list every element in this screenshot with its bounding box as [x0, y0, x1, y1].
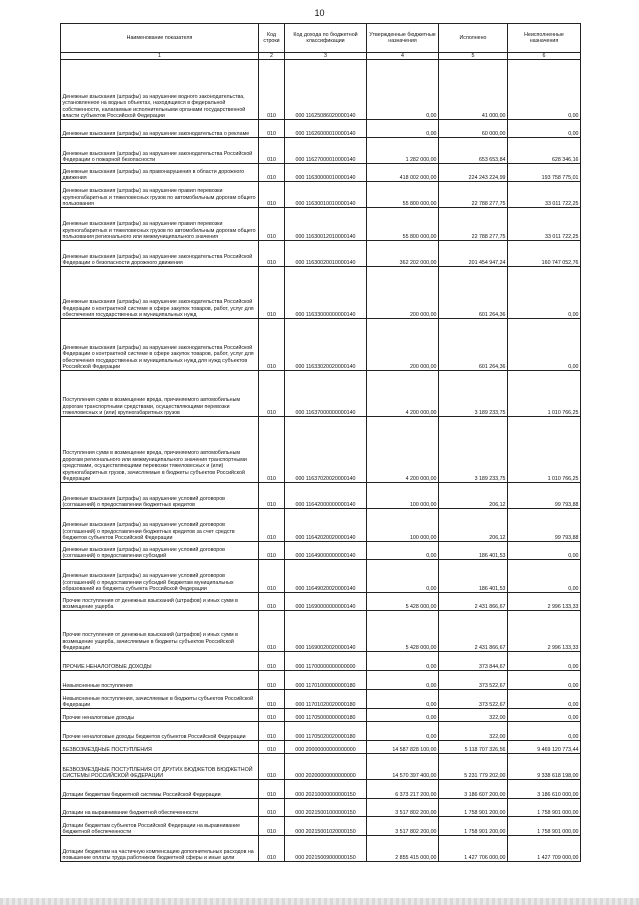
row-line: 010 [259, 241, 285, 267]
table-row [61, 60, 581, 120]
row-executed: 322,00 [439, 709, 508, 722]
row-code: 000 20000000000000000 [285, 741, 367, 754]
row-name: Денежные взыскания (штрафы) за нарушение законодательства Российской Федерации о контрактной системе в сфере закупок товаров, работ, услуг для обеспечения государственных и муниципальных нужд для нужд субъектов Российской Федерации [61, 319, 259, 371]
row-line: 010 [259, 138, 285, 164]
row-name: Поступления сумм в возмещение вреда, причиняемого автомобильным дорогам регионального или межмуниципального значения транспортными средствами, осуществляющими перевозки тяжеловесных и (или) крупногабаритных грузов, зачисляемые в бюджеты субъектов Российской Федерации [61, 417, 259, 483]
row-line: 010 [259, 652, 285, 671]
row-approved: 0,00 [367, 671, 439, 690]
row-unexecuted: 99 793,88 [508, 509, 581, 542]
row-executed: 601 264,36 [439, 267, 508, 319]
row-approved: 14 587 828 100,00 [367, 741, 439, 754]
row-name: Поступления сумм в возмещение вреда, причиняемого автомобильным дорогам транспортными средствами, осуществляющими перевозки тяжеловесных и (или) крупногабаритных грузов [61, 371, 259, 417]
table-row [61, 241, 581, 267]
row-approved: 0,00 [367, 652, 439, 671]
row-line: 010 [259, 60, 285, 120]
row-code: 000 11630020010000140 [285, 241, 367, 267]
row-executed: 373 522,67 [439, 671, 508, 690]
row-line: 010 [259, 690, 285, 709]
table-row [61, 611, 581, 652]
row-approved: 2 855 415 000,00 [367, 836, 439, 862]
row-code: 000 11690020020000140 [285, 611, 367, 652]
row-name: Прочие неналоговые доходы [61, 709, 259, 722]
row-unexecuted: 2 996 133,33 [508, 611, 581, 652]
table-row [61, 371, 581, 417]
row-code: 000 20215001000000150 [285, 799, 367, 817]
table-row [61, 690, 581, 709]
row-code: 000 20200000000000000 [285, 754, 367, 780]
header-approved: Утвержденные бюджетные назначения [367, 24, 439, 53]
row-unexecuted: 0,00 [508, 690, 581, 709]
row-name: Прочие неналоговые доходы бюджетов субъектов Российской Федерации [61, 722, 259, 741]
row-name: Денежные взыскания (штрафы) за нарушение законодательства Российской Федерации о пожарной безопасности [61, 138, 259, 164]
row-unexecuted: 0,00 [508, 267, 581, 319]
row-approved: 100 000,00 [367, 509, 439, 542]
row-line: 010 [259, 371, 285, 417]
row-approved: 0,00 [367, 560, 439, 593]
row-name: Прочие поступления от денежных взысканий (штрафов) и иных сумм в возмещение ущерба, зачисляемые в бюджеты субъектов Российской Федерации [61, 611, 259, 652]
row-code: 000 11701000000000180 [285, 671, 367, 690]
row-approved: 6 373 217 200,00 [367, 780, 439, 799]
row-line: 010 [259, 319, 285, 371]
table-row [61, 671, 581, 690]
row-line: 010 [259, 164, 285, 182]
row-name: Дотации бюджетам субъектов Российской Федерации на выравнивание бюджетной обеспеченности [61, 817, 259, 836]
column-index: 5 [439, 53, 508, 60]
row-approved: 55 800 000,00 [367, 208, 439, 241]
row-line: 010 [259, 417, 285, 483]
row-line: 010 [259, 836, 285, 862]
row-line: 010 [259, 741, 285, 754]
row-unexecuted: 193 758 775,01 [508, 164, 581, 182]
row-code: 000 11701020020000180 [285, 690, 367, 709]
row-unexecuted: 1 758 901 000,00 [508, 799, 581, 817]
scan-edge-strip [0, 898, 639, 905]
row-name: Денежные взыскания (штрафы) за нарушение правил перевозки крупногабаритных и тяжеловесных грузов по автомобильным дорогам общего пользования [61, 182, 259, 208]
row-approved: 200 000,00 [367, 267, 439, 319]
column-index: 2 [259, 53, 285, 60]
row-name: Дотации на выравнивание бюджетной обеспеченности [61, 799, 259, 817]
row-approved: 3 517 802 200,00 [367, 799, 439, 817]
row-line: 010 [259, 722, 285, 741]
row-code: 000 20210000000000150 [285, 780, 367, 799]
row-unexecuted: 0,00 [508, 709, 581, 722]
row-executed: 186 401,53 [439, 542, 508, 560]
table-row [61, 709, 581, 722]
row-approved: 0,00 [367, 60, 439, 120]
table-row [61, 164, 581, 182]
table-row [61, 138, 581, 164]
row-code: 000 11637020020000140 [285, 417, 367, 483]
row-name: Прочие поступления от денежных взысканий (штрафов) и иных сумм в возмещение ущерба [61, 593, 259, 611]
row-code: 000 11705020020000180 [285, 722, 367, 741]
row-unexecuted: 33 011 722,25 [508, 182, 581, 208]
table-row [61, 836, 581, 862]
table-row [61, 542, 581, 560]
row-line: 010 [259, 611, 285, 652]
row-executed: 1 758 901 200,00 [439, 799, 508, 817]
row-executed: 5 231 779 202,00 [439, 754, 508, 780]
row-line: 010 [259, 267, 285, 319]
table-row [61, 319, 581, 371]
row-executed: 1 758 901 200,00 [439, 817, 508, 836]
table-row [61, 267, 581, 319]
row-code: 000 11633000000000140 [285, 267, 367, 319]
row-name: Денежные взыскания (штрафы) за нарушение законодательства о рекламе [61, 120, 259, 138]
row-unexecuted: 628 346,16 [508, 138, 581, 164]
row-line: 010 [259, 817, 285, 836]
row-code: 000 11626000010000140 [285, 120, 367, 138]
row-name: Денежные взыскания (штрафы) за нарушение законодательства Российской Федерации о контрактной системе в сфере закупок товаров, работ, услуг для обеспечения государственных и муниципальных нужд [61, 267, 259, 319]
row-line: 010 [259, 799, 285, 817]
row-executed: 206,12 [439, 483, 508, 509]
revenue-execution-table [60, 23, 581, 862]
row-code: 000 11633020020000140 [285, 319, 367, 371]
row-unexecuted: 2 996 133,33 [508, 593, 581, 611]
row-line: 010 [259, 671, 285, 690]
row-line: 010 [259, 780, 285, 799]
row-unexecuted: 0,00 [508, 542, 581, 560]
table-row [61, 799, 581, 817]
row-unexecuted: 0,00 [508, 319, 581, 371]
row-name: Денежные взыскания (штрафы) за нарушение условий договоров (соглашений) о предоставлении бюджетных кредитов [61, 483, 259, 509]
row-approved: 55 800 000,00 [367, 182, 439, 208]
table-row [61, 652, 581, 671]
row-code: 000 11637000000000140 [285, 371, 367, 417]
row-line: 010 [259, 208, 285, 241]
row-code: 000 11649000000000140 [285, 542, 367, 560]
row-approved: 5 428 000,00 [367, 593, 439, 611]
header-line: Код строки [259, 24, 285, 53]
row-unexecuted: 33 011 722,25 [508, 208, 581, 241]
row-unexecuted: 0,00 [508, 671, 581, 690]
column-index: 6 [508, 53, 581, 60]
row-unexecuted: 1 010 766,25 [508, 417, 581, 483]
row-approved: 14 570 397 400,00 [367, 754, 439, 780]
row-code: 000 11705000000000180 [285, 709, 367, 722]
row-approved: 418 002 000,00 [367, 164, 439, 182]
row-unexecuted: 3 186 610 000,00 [508, 780, 581, 799]
row-unexecuted: 0,00 [508, 120, 581, 138]
row-name: БЕЗВОЗМЕЗДНЫЕ ПОСТУПЛЕНИЯ ОТ ДРУГИХ БЮДЖЕТОВ БЮДЖЕТНОЙ СИСТЕМЫ РОССИЙСКОЙ ФЕДЕРАЦИИ [61, 754, 259, 780]
table-row [61, 417, 581, 483]
row-name: Дотации бюджетам на частичную компенсацию дополнительных расходов на повышение оплаты труда работников бюджетной сферы и иные цели [61, 836, 259, 862]
row-code: 000 11630000010000140 [285, 164, 367, 182]
row-unexecuted: 160 747 052,76 [508, 241, 581, 267]
row-executed: 60 000,00 [439, 120, 508, 138]
row-code: 000 11690000000000140 [285, 593, 367, 611]
row-executed: 3 186 607 200,00 [439, 780, 508, 799]
row-approved: 0,00 [367, 690, 439, 709]
row-unexecuted: 99 793,88 [508, 483, 581, 509]
row-executed: 322,00 [439, 722, 508, 741]
row-executed: 373 844,67 [439, 652, 508, 671]
row-approved: 362 202 000,00 [367, 241, 439, 267]
header-code: Код дохода по бюджетной классификации [285, 24, 367, 53]
row-line: 010 [259, 709, 285, 722]
row-approved: 3 517 802 200,00 [367, 817, 439, 836]
row-executed: 2 431 866,67 [439, 611, 508, 652]
row-code: 000 11642000000000140 [285, 483, 367, 509]
row-line: 010 [259, 560, 285, 593]
row-unexecuted: 0,00 [508, 652, 581, 671]
row-name: БЕЗВОЗМЕЗДНЫЕ ПОСТУПЛЕНИЯ [61, 741, 259, 754]
row-code: 000 11625086020000140 [285, 60, 367, 120]
row-approved: 100 000,00 [367, 483, 439, 509]
row-approved: 0,00 [367, 722, 439, 741]
row-executed: 3 189 233,75 [439, 417, 508, 483]
row-code: 000 11630012010000140 [285, 208, 367, 241]
row-approved: 0,00 [367, 542, 439, 560]
row-code: 000 20215001020000150 [285, 817, 367, 836]
row-executed: 186 401,53 [439, 560, 508, 593]
row-name: Денежные взыскания (штрафы) за нарушение условий договоров (соглашений) о предоставлении субсидий бюджетам муниципальных образований из бюджета субъекта Российской Федерации [61, 560, 259, 593]
row-line: 010 [259, 182, 285, 208]
table-row [61, 593, 581, 611]
column-index-row [61, 53, 581, 60]
table-row [61, 780, 581, 799]
row-executed: 601 264,36 [439, 319, 508, 371]
table-row [61, 722, 581, 741]
row-unexecuted: 1 010 766,25 [508, 371, 581, 417]
row-name: ПРОЧИЕ НЕНАЛОГОВЫЕ ДОХОДЫ [61, 652, 259, 671]
row-name: Денежные взыскания (штрафы) за нарушение правил перевозки крупногабаритных и тяжеловесных грузов по автомобильным дорогам общего пользования регионального или межмуниципального значения [61, 208, 259, 241]
row-executed: 201 454 947,24 [439, 241, 508, 267]
table-row [61, 120, 581, 138]
row-line: 010 [259, 754, 285, 780]
table-row [61, 208, 581, 241]
row-executed: 3 189 233,75 [439, 371, 508, 417]
header-row [61, 24, 581, 53]
header-executed: Исполнено [439, 24, 508, 53]
row-unexecuted: 1 758 901 000,00 [508, 817, 581, 836]
row-line: 010 [259, 593, 285, 611]
row-unexecuted: 0,00 [508, 560, 581, 593]
row-executed: 22 788 277,75 [439, 208, 508, 241]
row-approved: 1 282 000,00 [367, 138, 439, 164]
row-executed: 5 118 707 326,56 [439, 741, 508, 754]
row-code: 000 11700000000000000 [285, 652, 367, 671]
row-name: Невыясненные поступления, зачисляемые в бюджеты субъектов Российской Федерации [61, 690, 259, 709]
row-name: Денежные взыскания (штрафы) за нарушение законодательства Российской Федерации о безопасности дорожного движения [61, 241, 259, 267]
row-approved: 0,00 [367, 709, 439, 722]
row-executed: 41 000,00 [439, 60, 508, 120]
header-unexecuted: Неисполненные назначения [508, 24, 581, 53]
table-row [61, 509, 581, 542]
table-row [61, 182, 581, 208]
page-number: 10 [314, 8, 325, 18]
column-index: 1 [61, 53, 259, 60]
row-unexecuted: 9 338 618 198,00 [508, 754, 581, 780]
row-executed: 373 522,67 [439, 690, 508, 709]
row-executed: 224 243 224,99 [439, 164, 508, 182]
row-code: 000 11630010010000140 [285, 182, 367, 208]
row-executed: 1 427 706 000,00 [439, 836, 508, 862]
row-name: Денежные взыскания (штрафы) за нарушение водного законодательства, установленное на водных объектах, находящихся в федеральной собственности, налагаемые исполнительными органами государственной власти субъектов Российской Федерации [61, 60, 259, 120]
row-code: 000 11642020020000140 [285, 509, 367, 542]
row-executed: 653 653,84 [439, 138, 508, 164]
row-name: Денежные взыскания (штрафы) за правонарушения в области дорожного движения [61, 164, 259, 182]
row-approved: 0,00 [367, 120, 439, 138]
row-executed: 2 431 866,67 [439, 593, 508, 611]
row-name: Денежные взыскания (штрафы) за нарушение условий договоров (соглашений) о предоставлении бюджетных кредитов за счет средств бюджетов субъектов Российской Федерации [61, 509, 259, 542]
table-row [61, 817, 581, 836]
row-line: 010 [259, 509, 285, 542]
table-row [61, 754, 581, 780]
row-code: 000 20215009000000150 [285, 836, 367, 862]
table-row [61, 483, 581, 509]
row-approved: 200 000,00 [367, 319, 439, 371]
row-name: Дотации бюджетам бюджетной системы Российской Федерации [61, 780, 259, 799]
row-name: Невыясненные поступления [61, 671, 259, 690]
column-index: 3 [285, 53, 367, 60]
row-approved: 4 200 000,00 [367, 371, 439, 417]
column-index: 4 [367, 53, 439, 60]
row-code: 000 11649020020000140 [285, 560, 367, 593]
row-line: 010 [259, 483, 285, 509]
table-row [61, 741, 581, 754]
row-unexecuted: 0,00 [508, 60, 581, 120]
row-approved: 4 200 000,00 [367, 417, 439, 483]
row-unexecuted: 1 427 709 000,00 [508, 836, 581, 862]
header-name: Наименование показателя [61, 24, 259, 53]
row-line: 010 [259, 542, 285, 560]
row-name: Денежные взыскания (штрафы) за нарушение условий договоров (соглашений) о предоставлении субсидий [61, 542, 259, 560]
row-code: 000 11627000010000140 [285, 138, 367, 164]
row-unexecuted: 9 469 120 773,44 [508, 741, 581, 754]
table-row [61, 560, 581, 593]
row-executed: 206,12 [439, 509, 508, 542]
row-executed: 22 788 277,75 [439, 182, 508, 208]
row-line: 010 [259, 120, 285, 138]
row-approved: 5 428 000,00 [367, 611, 439, 652]
row-unexecuted: 0,00 [508, 722, 581, 741]
